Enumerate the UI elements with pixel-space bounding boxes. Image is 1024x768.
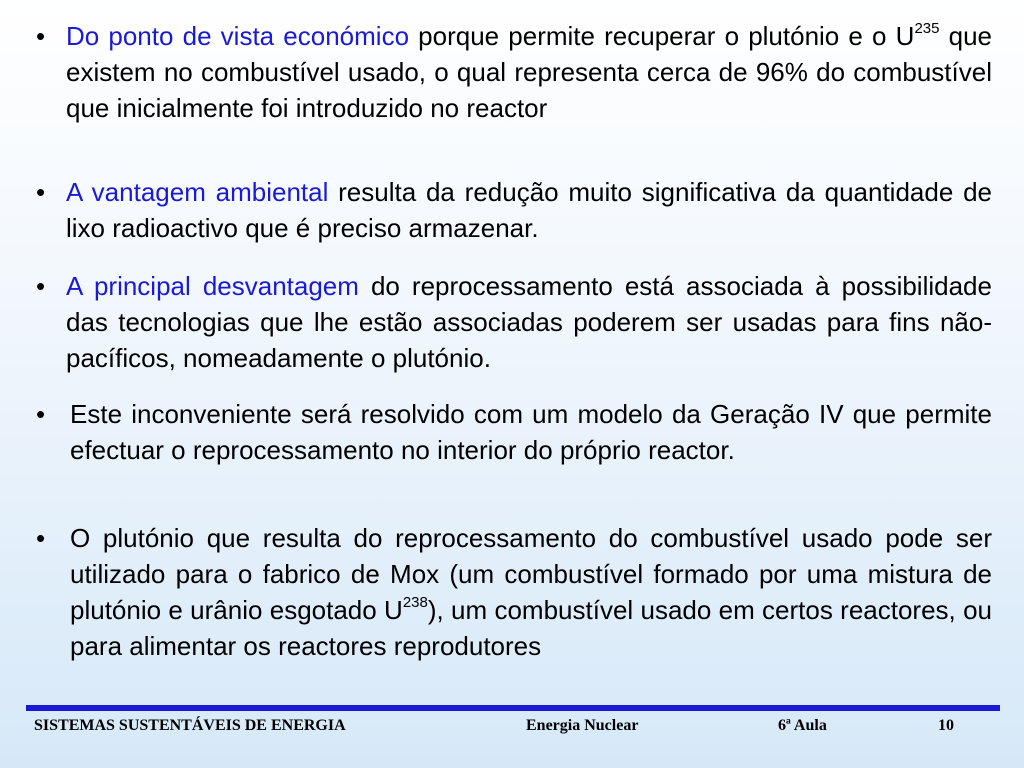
bullet-text: [70, 520, 992, 664]
bullet-text: [66, 268, 992, 376]
bullet-dot: •: [36, 271, 46, 301]
bullet-dot: •: [36, 523, 46, 553]
bullet-environmental: [36, 174, 992, 246]
footer-topic: Energia Nuclear: [526, 717, 639, 734]
superscript-238: 238: [402, 594, 428, 612]
footer-divider: [26, 705, 1000, 711]
bullet-body: O plutónio que resulta do reprocessamento do combustível usado pode ser utilizado para o fabrico de Mox (um combustível formado por uma mistura de plutónio e urânio esgotado U: [70, 523, 992, 625]
bullet-dot: •: [36, 21, 46, 51]
bullet-economic: [36, 18, 992, 126]
superscript-235: 235: [914, 20, 940, 38]
bullet-highlight: A vantagem ambiental: [66, 177, 329, 207]
bullet-text: [66, 174, 992, 246]
bullet-text: [66, 18, 992, 126]
bullet-disadvantage: [36, 268, 992, 376]
slide-footer: [0, 717, 1024, 741]
bullet-dot: •: [36, 177, 46, 207]
footer-lecture: 6ª Aula: [778, 717, 827, 734]
bullet-text: Este inconveniente será resolvido com um modelo da Geração IV que permite efectuar o reprocessamento no interior do próprio reactor.: [70, 399, 992, 465]
bullet-highlight: A principal desvantagem: [66, 271, 359, 301]
bullet-body: do reprocessamento está associada à possibilidade das tecnologias que lhe estão associadas poderem ser usadas para fins não-pacíficos, nomeadamente o plutónio.: [66, 271, 992, 373]
bullet-highlight: Do ponto de vista económico: [66, 21, 410, 51]
footer-page-number: 10: [938, 717, 954, 734]
bullet-body: resulta da redução muito significativa da quantidade de lixo radioactivo que é preciso armazenar.: [66, 177, 992, 243]
bullet-body: porque permite recuperar o plutónio e o U: [409, 21, 915, 51]
bullet-body-continued: que existem no combustível usado, o qual representa cerca de 96% do combustível que inicialmente foi introduzido no reactor: [66, 21, 993, 123]
bullet-dot: •: [36, 399, 46, 429]
footer-course-title: SISTEMAS SUSTENTÁVEIS DE ENERGIA: [34, 717, 346, 734]
bullet-plutonium-mox: [36, 520, 992, 664]
bullet-body-continued: ), um combustível usado em certos reactores, ou para alimentar os reactores reprodutores: [70, 595, 993, 661]
bullet-generation-iv: [36, 396, 992, 468]
